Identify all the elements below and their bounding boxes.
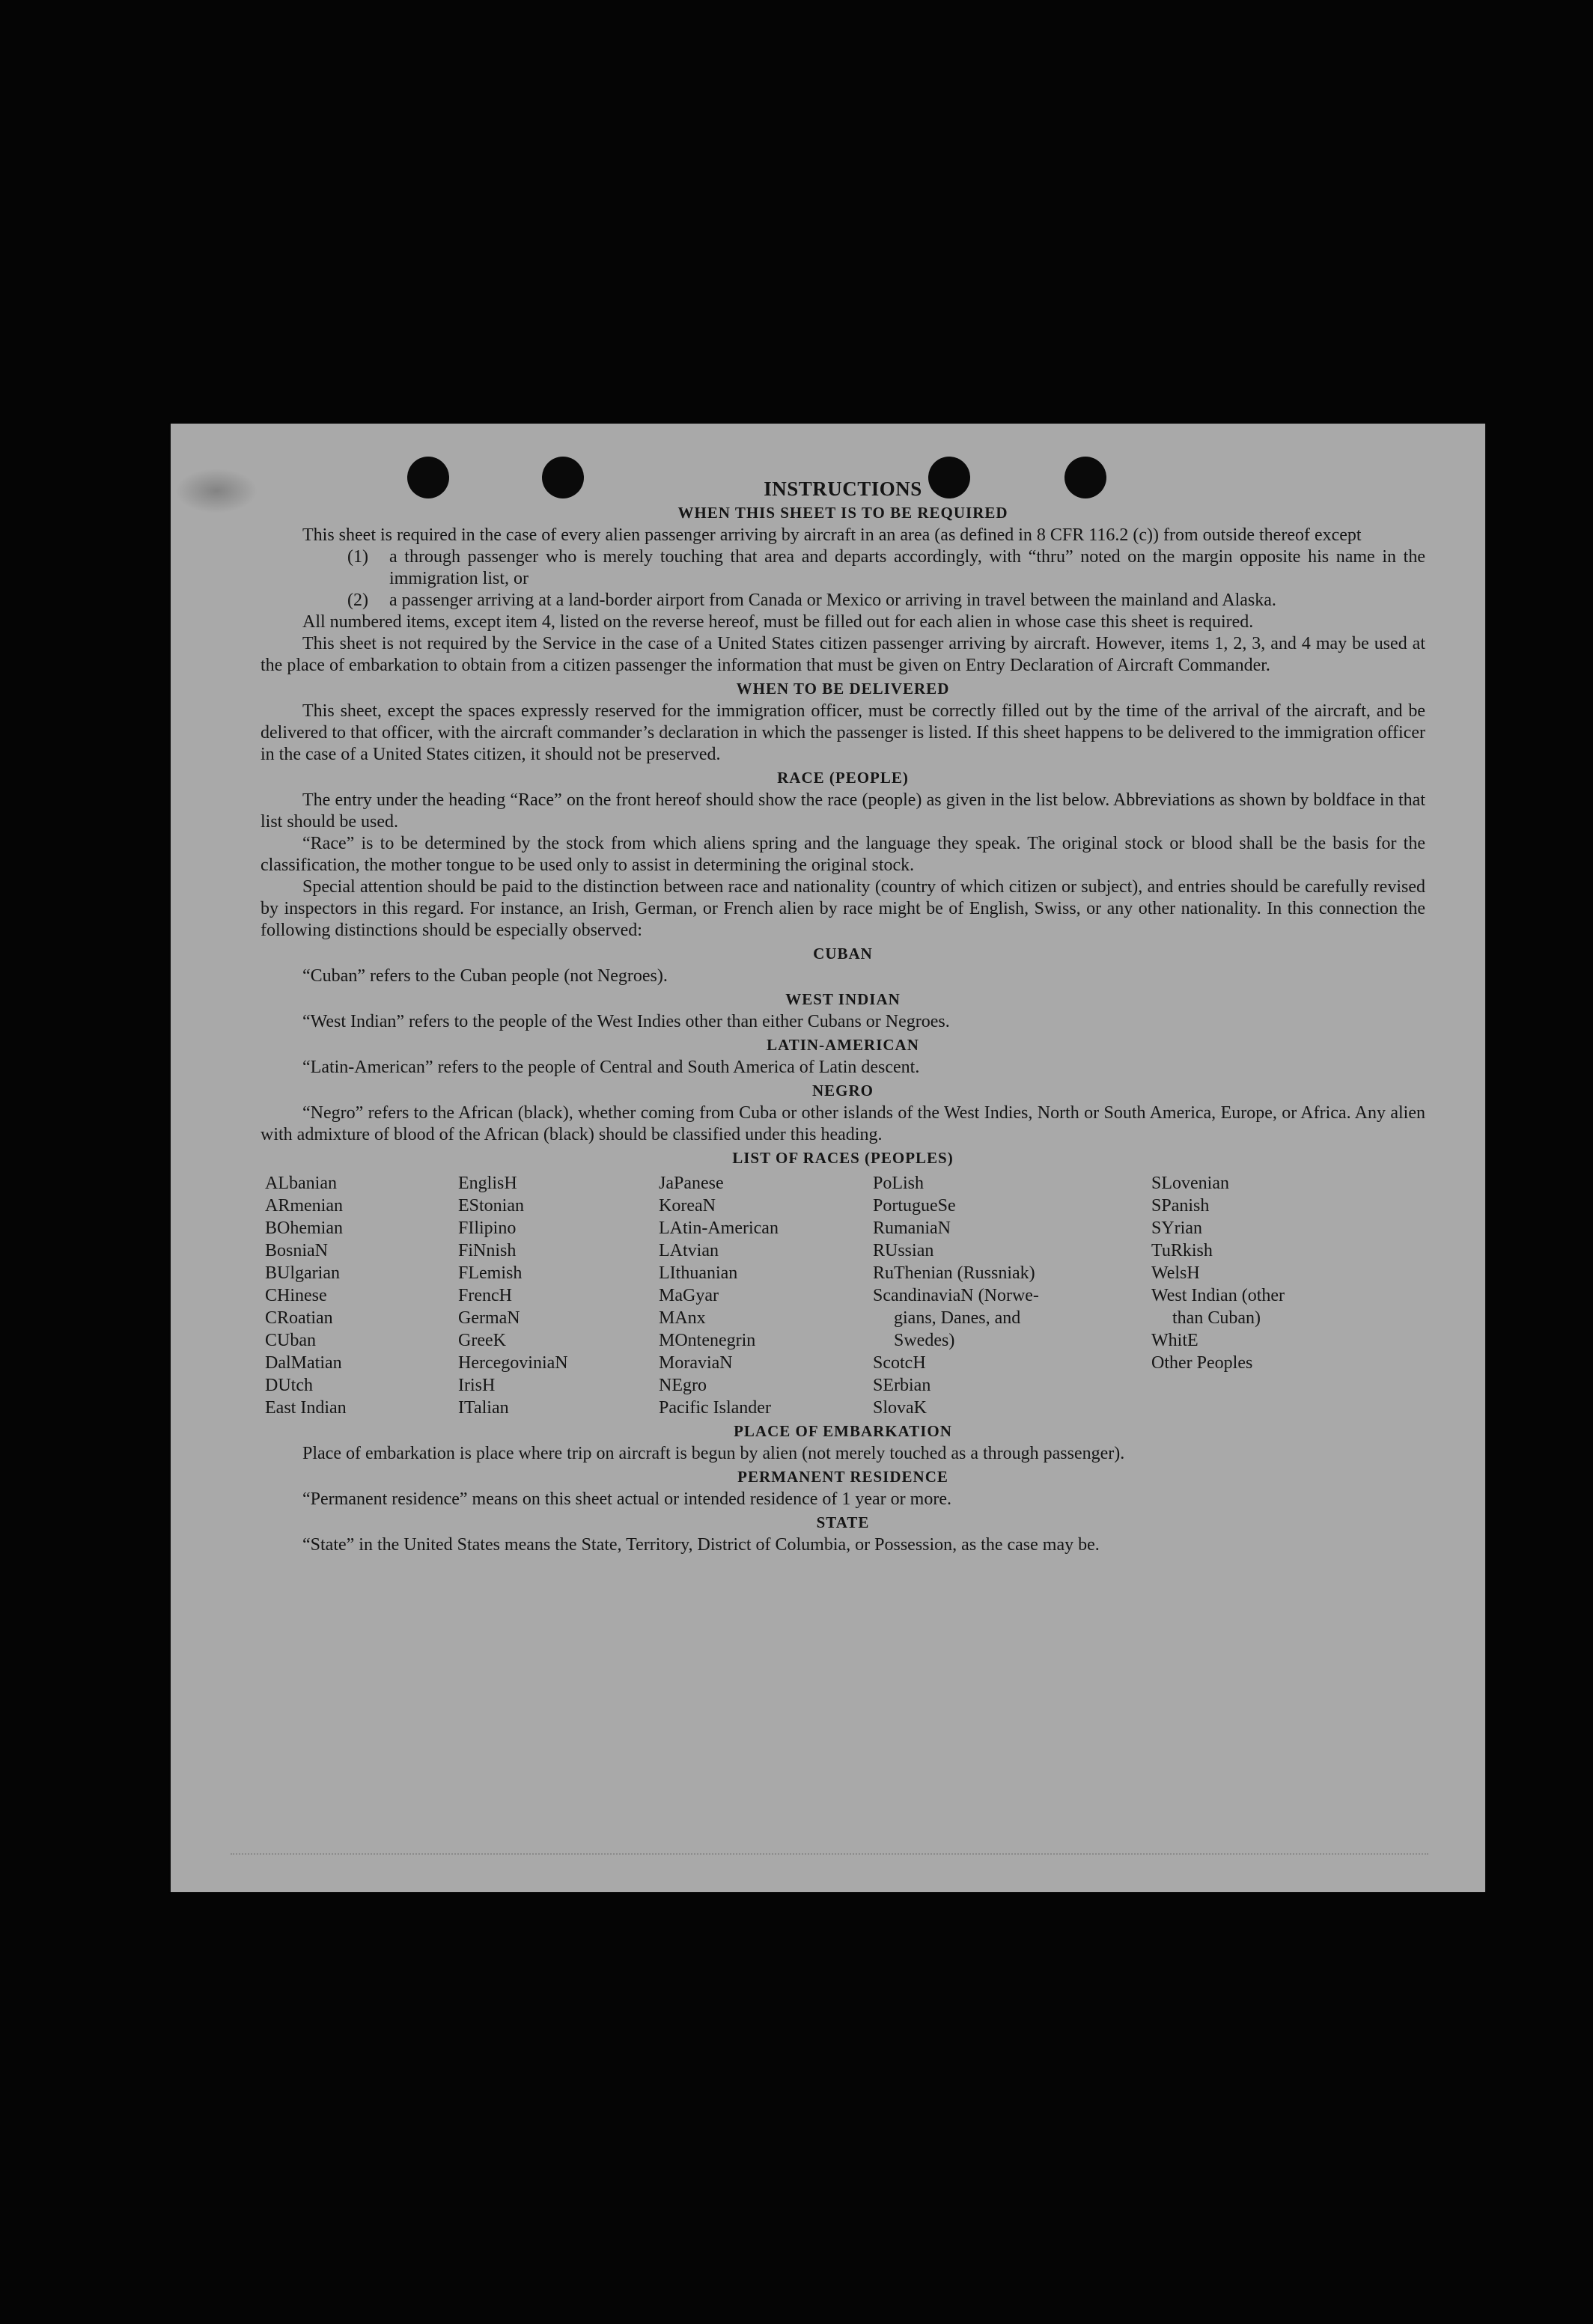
paragraph: “Cuban” refers to the Cuban people (not Negroes). — [302, 966, 668, 986]
race-entry: MaGyar — [659, 1286, 719, 1305]
race-entry: TuRkish — [1151, 1241, 1213, 1260]
paragraph: The entry under the heading “Race” on the front hereof should show the race (people) as given in the list below. Abbreviations as shown by boldface in that list should be used. — [261, 790, 1425, 832]
section-heading-embarkation: PLACE OF EMBARKATION — [734, 1422, 952, 1440]
race-entry: RuThenian (Russniak) — [873, 1263, 1035, 1283]
race-entry: CRoatian — [265, 1308, 333, 1328]
race-entry: DalMatian — [265, 1353, 342, 1373]
instructions-content — [261, 478, 1425, 1556]
race-entry: NEgro — [659, 1376, 707, 1395]
section-heading-latin-american: LATIN-AMERICAN — [767, 1036, 919, 1054]
race-entry: DUtch — [265, 1376, 313, 1395]
paragraph: Place of embarkation is place where trip on aircraft is begun by alien (not merely touched as a through passenger). — [302, 1444, 1125, 1463]
item-text: a through passenger who is merely touching that area and departs accordingly, with “thru” noted on the margin opposite his name in the immigration list, or — [389, 547, 1425, 588]
item-number: (2) — [347, 591, 368, 610]
race-entry: KoreaN — [659, 1196, 716, 1216]
race-entry-continued: than Cuban) — [1172, 1308, 1261, 1328]
list-item — [261, 546, 1425, 590]
paragraph: This sheet is not required by the Service in the case of a United States citizen passenger arriving by aircraft. However, items 1, 2, 3, and 4 may be used at the place of embarkation to obtain from a citizen passenger the information that must be given on Entry Declaration of Aircraft Commander. — [261, 634, 1425, 675]
race-entry: SErbian — [873, 1376, 931, 1395]
race-entry: GreeK — [458, 1331, 506, 1350]
race-entry: Other Peoples — [1151, 1353, 1253, 1373]
paragraph: “West Indian” refers to the people of the West Indies other than either Cubans or Negroes. — [302, 1012, 950, 1031]
race-entry: ScandinaviaN (Norwe- — [873, 1286, 1039, 1305]
faint-print-line — [231, 1853, 1428, 1862]
section-heading-negro: NEGRO — [811, 1082, 874, 1100]
paragraph: This sheet is required in the case of every alien passenger arriving by aircraft in an area (as defined in 8 CFR 116.2 (c)) from outside thereof except — [302, 525, 1362, 545]
race-entry: RUssian — [873, 1241, 934, 1260]
race-entry: ITalian — [458, 1398, 509, 1418]
paragraph: “Negro” refers to the African (black), whether coming from Cuba or other islands of the West Indies, North or South America, Europe, or Africa. Any alien with admixture of blood of the African (black) should be classified under this heading. — [261, 1103, 1425, 1144]
race-entry-continued: Swedes) — [894, 1331, 955, 1350]
race-entry: Pacific Islander — [659, 1398, 771, 1418]
race-entry: BUlgarian — [265, 1263, 340, 1283]
race-entry: SYrian — [1151, 1219, 1202, 1238]
race-column-2 — [458, 1172, 659, 1419]
race-entry: BOhemian — [265, 1219, 343, 1238]
race-entry: GermaN — [458, 1308, 520, 1328]
race-entry: SLovenian — [1151, 1174, 1229, 1193]
race-entry: WhitE — [1151, 1331, 1198, 1350]
race-entry: ScotcH — [873, 1353, 926, 1373]
page-title: INSTRUCTIONS — [764, 478, 922, 500]
race-entry: FLemish — [458, 1263, 523, 1283]
race-entry: PortugueSe — [873, 1196, 956, 1216]
race-column-1 — [265, 1172, 458, 1419]
section-heading-list-of-races: LIST OF RACES (PEOPLES) — [732, 1149, 954, 1167]
paragraph: “Latin-American” refers to the people of Central and South America of Latin descent. — [302, 1058, 920, 1077]
paragraph: Special attention should be paid to the distinction between race and nationality (country of which citizen or subject), and entries should be carefully revised by inspectors in this regard. For instance, an Irish, German, or French alien by race might be of English, Swiss, or any other nationality. In this connection the following distinctions should be especially observed: — [261, 877, 1425, 940]
race-entry: PoLish — [873, 1174, 925, 1193]
section-heading-race: RACE (PEOPLE) — [777, 769, 909, 787]
race-entry: HercegoviniaN — [458, 1353, 568, 1373]
race-entry: LIthuanian — [659, 1263, 738, 1283]
section-heading-residence: PERMANENT RESIDENCE — [737, 1468, 948, 1486]
section-heading-when-required: WHEN THIS SHEET IS TO BE REQUIRED — [677, 504, 1008, 522]
paragraph: “State” in the United States means the State, Territory, District of Columbia, or Possession, as the case may be. — [302, 1535, 1100, 1555]
list-item — [261, 590, 1425, 612]
race-column-3 — [659, 1172, 873, 1419]
race-entry: RumaniaN — [873, 1219, 951, 1238]
race-entry: FrencH — [458, 1286, 512, 1305]
race-entry: CHinese — [265, 1286, 327, 1305]
race-entry: LAtvian — [659, 1241, 719, 1260]
race-column-5 — [1151, 1172, 1391, 1419]
item-number: (1) — [347, 547, 368, 567]
race-entry: LAtin-American — [659, 1219, 779, 1238]
race-entry: MoraviaN — [659, 1353, 733, 1373]
section-heading-when-delivered: WHEN TO BE DELIVERED — [736, 680, 950, 698]
race-list — [265, 1172, 1425, 1419]
paragraph: “Race” is to be determined by the stock from which aliens spring and the language they speak. The original stock or blood shall be the basis for the classification, the mother tongue to be used only to assist in determining the original stock. — [261, 834, 1425, 875]
race-entry: IrisH — [458, 1376, 496, 1395]
race-entry: SPanish — [1151, 1196, 1210, 1216]
paragraph: This sheet, except the spaces expressly reserved for the immigration officer, must be correctly filled out by the time of the arrival of the aircraft, and be delivered to that officer, with the aircraft commander’s declaration in which the passenger is listed. If this sheet happens to be delivered to the immigration officer in the case of a United States citizen, it should not be preserved. — [261, 701, 1425, 764]
document-page — [171, 424, 1485, 1892]
race-entry: West Indian (other — [1151, 1286, 1285, 1305]
race-entry: JaPanese — [659, 1174, 724, 1193]
race-entry: ARmenian — [265, 1196, 343, 1216]
paragraph: “Permanent residence” means on this sheet actual or intended residence of 1 year or more. — [302, 1489, 951, 1509]
race-entry: EStonian — [458, 1196, 524, 1216]
race-entry: MOntenegrin — [659, 1331, 756, 1350]
race-entry: WelsH — [1151, 1263, 1200, 1283]
race-entry: BosniaN — [265, 1241, 328, 1260]
race-entry: ALbanian — [265, 1174, 337, 1193]
race-entry: FIlipino — [458, 1219, 517, 1238]
race-entry-continued: gians, Danes, and — [894, 1308, 1021, 1328]
section-heading-state: STATE — [816, 1513, 870, 1531]
race-entry: FiNnish — [458, 1241, 517, 1260]
race-entry: EnglisH — [458, 1174, 517, 1193]
item-text: a passenger arriving at a land-border airport from Canada or Mexico or arriving in travel between the mainland and Alaska. — [389, 591, 1276, 610]
race-column-4 — [873, 1172, 1151, 1419]
section-heading-cuban: CUBAN — [813, 945, 873, 963]
ink-smudge — [175, 469, 258, 513]
section-heading-west-indian: WEST INDIAN — [785, 990, 901, 1008]
race-entry: MAnx — [659, 1308, 706, 1328]
race-entry: East Indian — [265, 1398, 347, 1418]
race-entry: CUban — [265, 1331, 316, 1350]
race-entry: SlovaK — [873, 1398, 927, 1418]
paragraph: All numbered items, except item 4, listed on the reverse hereof, must be filled out for each alien in whose case this sheet is required. — [302, 612, 1254, 632]
